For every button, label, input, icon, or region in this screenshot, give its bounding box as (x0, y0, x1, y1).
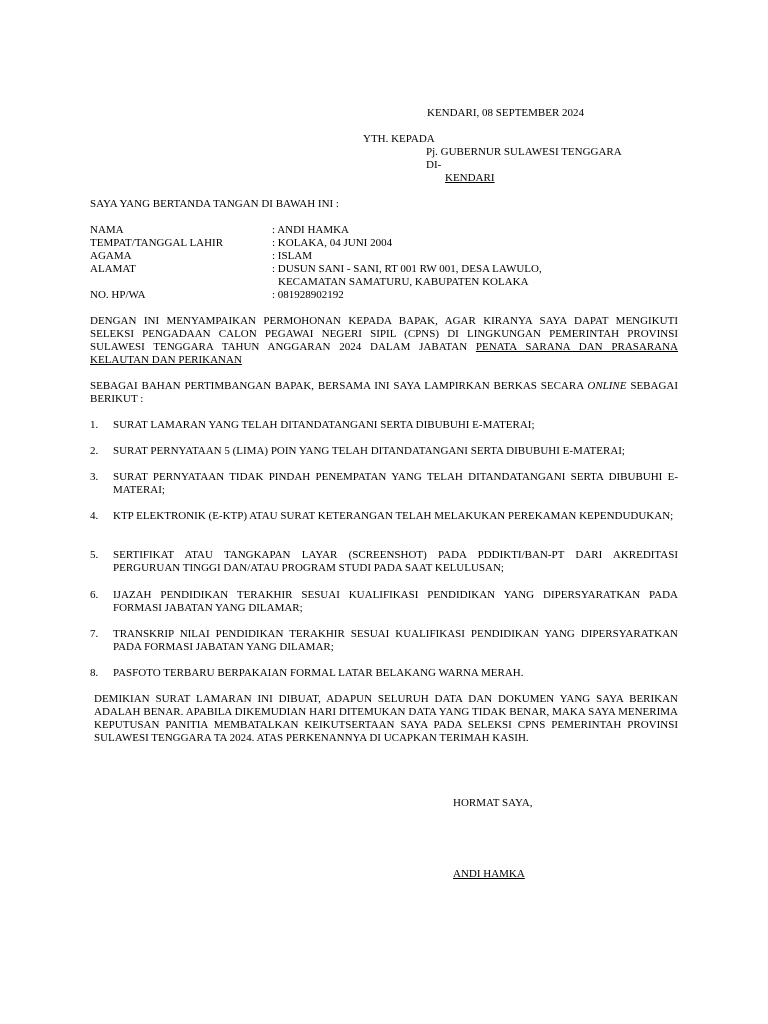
attachments-text: SEBAGAI BAHAN PERTIMBANGAN BAPAK, BERSAMA INI SAYA LAMPIRKAN BERKAS SECARA (90, 380, 588, 392)
attachments-intro (90, 380, 678, 406)
field-value: : DUSUN SANI - SANI, RT 001 RW 001, DESA LAWULO, (272, 263, 542, 275)
attachments-text-after: SEBAGAI BERIKUT : (90, 380, 678, 405)
recipient-line3: DI- (426, 159, 442, 171)
recipient-line4: KENDARI (445, 172, 495, 184)
field-label: NAMA (90, 224, 124, 236)
field-value: : ISLAM (272, 250, 313, 262)
list-item-text: SURAT PERNYATAAN 5 (LIMA) POIN YANG TELAH DITANDATANGANI SERTA DIBUBUHI E-MATERAI; (113, 445, 625, 457)
list-item-text: SURAT LAMARAN YANG TELAH DITANDATANGANI SERTA DIBUBUHI E-MATERAI; (113, 419, 535, 431)
request-paragraph (90, 315, 678, 367)
list-item-number: 4. (90, 510, 99, 522)
list-item-text: KTP ELEKTRONIK (E-KTP) ATAU SURAT KETERANGAN TELAH MELAKUKAN PEREKAMAN KEPENDUDUKAN; (113, 510, 674, 522)
field-value-line2: KECAMATAN SAMATURU, KABUPATEN KOLAKA (278, 276, 529, 288)
place-date: KENDARI, 08 SEPTEMBER 2024 (427, 107, 585, 119)
closing-paragraph: DEMIKIAN SURAT LAMARAN INI DIBUAT, ADAPUN SELURUH DATA DAN DOKUMEN YANG SAYA BERIKAN ADALAH BENAR. APABILA DIKEMUDIAN HARI DITEMUKAN DATA YANG TIDAK BENAR, MAKA SAYA MENERIMA KEPUTUSAN PANITIA MEMBATALKAN KEIKUTSERTAAN SAYA PADA SELEKSI CPNS PEMERINTAH PROVINSI SULAWESI TENGGARA TA 2024. ATAS PERKENANNYA DI UCAPKAN TERIMAH KASIH. (94, 693, 678, 744)
online-emphasis: ONLINE (587, 380, 627, 392)
list-item-text: SERTIFIKAT ATAU TANGKAPAN LAYAR (SCREENSHOT) PADA PDDIKTI/BAN-PT DARI AKREDITASI PERGURUAN TINGGI DAN/ATAU PROGRAM STUDI PADA SAAT KELULUSAN; (113, 549, 678, 574)
field-value: : ANDI HAMKA (272, 224, 349, 236)
list-item-number: 5. (90, 549, 99, 561)
recipient-line2: Pj. GUBERNUR SULAWESI TENGGARA (426, 146, 622, 158)
list-item-number: 2. (90, 445, 99, 457)
signoff: HORMAT SAYA, (453, 797, 533, 809)
list-item-number: 8. (90, 667, 99, 679)
field-label: AGAMA (90, 250, 132, 262)
position-name: PENATA SARANA DAN PRASARANA KELAUTAN DAN PERIKANAN (90, 341, 679, 366)
list-item-text: IJAZAH PENDIDIKAN TERAKHIR SESUAI KUALIFIKASI PENDIDIKAN YANG DIPERSYARATKAN PADA FORMASI JABATAN YANG DILAMAR; (113, 589, 678, 614)
list-item-text: PASFOTO TERBARU BERPAKAIAN FORMAL LATAR BELAKANG WARNA MERAH. (113, 667, 524, 679)
recipient-line1: YTH. KEPADA (363, 133, 435, 145)
list-item-number: 7. (90, 628, 99, 640)
intro-text: SAYA YANG BERTANDA TANGAN DI BAWAH INI : (90, 198, 339, 210)
list-item-number: 6. (90, 589, 99, 601)
field-label: NO. HP/WA (90, 289, 146, 301)
list-item-text: TRANSKRIP NILAI PENDIDIKAN TERAKHIR SESUAI KUALIFIKASI PENDIDIKAN YANG DIPERSYARATKAN PADA FORMASI JABATAN YANG DILAMAR; (113, 628, 678, 653)
field-label: TEMPAT/TANGGAL LAHIR (90, 237, 224, 249)
list-item-number: 3. (90, 471, 99, 483)
field-label: ALAMAT (90, 263, 136, 275)
request-text: DENGAN INI MENYAMPAIKAN PERMOHONAN KEPADA BAPAK, AGAR KIRANYA SAYA DAPAT MENGIKUTI SELEKSI PENGADAAN CALON PEGAWAI NEGERI SIPIL (CPNS) DI LINGKUNGAN PEMERINTAH PROVINSI SULAWESI TENGGARA TAHUN ANGGARAN 2024 DALAM JABATAN (90, 315, 678, 353)
list-item-text: SURAT PERNYATAAN TIDAK PINDAH PENEMPATAN YANG TELAH DITANDATANGANI SERTA DIBUBUHI E-MATERAI; (113, 471, 678, 496)
signer-name: ANDI HAMKA (453, 868, 525, 880)
field-value: : KOLAKA, 04 JUNI 2004 (272, 237, 393, 249)
list-item-number: 1. (90, 419, 99, 431)
field-value: : 081928902192 (272, 289, 344, 301)
